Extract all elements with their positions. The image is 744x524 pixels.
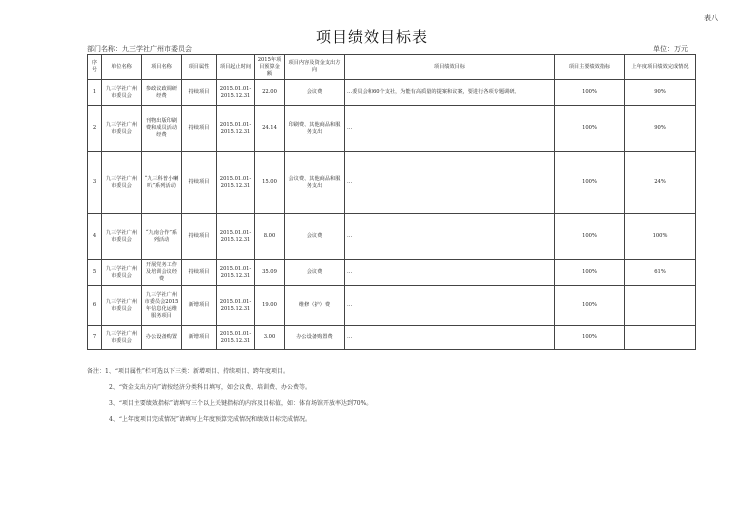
cell-goal: … [345, 326, 555, 350]
cell-unit: 九三学社广州市委员会 [102, 80, 142, 106]
cell-attr: 新增项目 [182, 326, 217, 350]
cell-no: 2 [88, 106, 102, 152]
header-period: 项目起止时间 [217, 55, 255, 80]
cell-unit: 九三学社广州市委员会 [102, 214, 142, 260]
header-project-name: 项目名称 [142, 55, 182, 80]
cell-indicator: 100% [555, 326, 625, 350]
cell-last: 24% [625, 152, 696, 214]
table-row [88, 80, 696, 106]
header-last-year: 上年度项目绩效完成情况 [625, 55, 696, 80]
header-amount: 2015年项目预算金额 [255, 55, 285, 80]
cell-attr: 持续项目 [182, 152, 217, 214]
cell-no: 7 [88, 326, 102, 350]
cell-goal: … [345, 152, 555, 214]
table-row [88, 152, 696, 214]
cell-attr: 持续项目 [182, 260, 217, 286]
cell-no: 4 [88, 214, 102, 260]
table-row [88, 286, 696, 326]
cell-no: 1 [88, 80, 102, 106]
cell-period: 2015.01.01-2015.12.31 [217, 152, 255, 214]
cell-amount: 24.14 [255, 106, 285, 152]
cell-period: 2015.01.01-2015.12.31 [217, 286, 255, 326]
cell-unit: 九三学社广州市委员会 [102, 152, 142, 214]
cell-content: 会议费、其他商品和服务支出 [285, 152, 345, 214]
cell-amount: 3.00 [255, 326, 285, 350]
cell-amount: 22.00 [255, 80, 285, 106]
cell-indicator: 100% [555, 214, 625, 260]
note-3: 3、“项目主要绩效指标”请填写三个以上关键指标的内容及目标值，如：体育场馆开放率达到70%。 [109, 400, 373, 407]
header-indicator: 项目主要绩效指标 [555, 55, 625, 80]
cell-goal: … [345, 260, 555, 286]
cell-last: 61% [625, 260, 696, 286]
footnotes [87, 368, 372, 432]
department-name: 部门名称：九三学社广州市委员会 [87, 45, 192, 53]
page-title: 项目绩效目标表 [315, 28, 428, 46]
cell-content: 会议费 [285, 80, 345, 106]
cell-indicator: 100% [555, 260, 625, 286]
unit-measure: 单位：万元 [653, 45, 688, 53]
header-content: 项目内容及资金支出方向 [285, 55, 345, 80]
cell-indicator: 100% [555, 106, 625, 152]
cell-content: 维修（护）费 [285, 286, 345, 326]
cell-content: 会议费 [285, 260, 345, 286]
header-unit: 单位名称 [102, 55, 142, 80]
cell-name: 办公设备购置 [142, 326, 182, 350]
table-header-row [88, 55, 696, 80]
cell-name: 参政议政调研经费 [142, 80, 182, 106]
cell-indicator: 100% [555, 80, 625, 106]
cell-name: “九南合作”系列活动 [142, 214, 182, 260]
cell-no: 6 [88, 286, 102, 326]
cell-attr: 持续项目 [182, 214, 217, 260]
table-row [88, 214, 696, 260]
cell-name: “九三科普小喇叭”系列活动 [142, 152, 182, 214]
cell-name: 刊物出版印刷费和成员活动经费 [142, 106, 182, 152]
cell-name: 九三学社广州市委员会2015年信息化运维服务项目 [142, 286, 182, 326]
cell-goal: … [345, 106, 555, 152]
cell-last [625, 326, 696, 350]
cell-last: 90% [625, 106, 696, 152]
cell-attr: 持续项目 [182, 106, 217, 152]
cell-content: 办公设备购置费 [285, 326, 345, 350]
cell-amount: 15.00 [255, 152, 285, 214]
performance-table [87, 54, 696, 350]
cell-amount: 35.09 [255, 260, 285, 286]
cell-goal: … [345, 214, 555, 260]
cell-unit: 九三学社广州市委员会 [102, 326, 142, 350]
cell-last: 90% [625, 80, 696, 106]
cell-last [625, 286, 696, 326]
cell-no: 5 [88, 260, 102, 286]
table-row [88, 326, 696, 350]
note-4: 4、“上年度项目完成情况”请填写上年度预算完成情况和绩效目标完成情况。 [109, 416, 311, 423]
header-goal: 项目绩效目标 [345, 55, 555, 80]
cell-period: 2015.01.01-2015.12.31 [217, 80, 255, 106]
cell-unit: 九三学社广州市委员会 [102, 286, 142, 326]
cell-indicator: 100% [555, 286, 625, 326]
note-1: 备注：1、“项目属性”栏可选以下三类：新增项目、持续项目、跨年度项目。 [87, 368, 289, 375]
cell-name: 开展党务工作及培训会议经费 [142, 260, 182, 286]
header-no: 序号 [88, 55, 102, 80]
table-row [88, 106, 696, 152]
table-row [88, 260, 696, 286]
cell-content: 印刷费、其他商品和服务支出 [285, 106, 345, 152]
cell-period: 2015.01.01-2015.12.31 [217, 326, 255, 350]
cell-content: 会议费 [285, 214, 345, 260]
header-attr: 项目属性 [182, 55, 217, 80]
cell-goal: … [345, 286, 555, 326]
cell-attr: 持续项目 [182, 80, 217, 106]
cell-period: 2015.01.01-2015.12.31 [217, 106, 255, 152]
cell-attr: 新增项目 [182, 286, 217, 326]
cell-no: 3 [88, 152, 102, 214]
cell-unit: 九三学社广州市委员会 [102, 260, 142, 286]
note-2: 2、“资金支出方向”请按经济分类科目填写，如会议费、培训费、办公费等。 [109, 384, 311, 391]
document-label: 表八 [704, 14, 718, 22]
cell-indicator: 100% [555, 152, 625, 214]
cell-period: 2015.01.01-2015.12.31 [217, 260, 255, 286]
cell-goal: …委员会和60个支社，为能有高质量的提案和议案，要进行各项专题调研。 [345, 80, 555, 106]
cell-amount: 8.00 [255, 214, 285, 260]
cell-amount: 19.00 [255, 286, 285, 326]
cell-unit: 九三学社广州市委员会 [102, 106, 142, 152]
cell-period: 2015.01.01-2015.12.31 [217, 214, 255, 260]
cell-last: 100% [625, 214, 696, 260]
